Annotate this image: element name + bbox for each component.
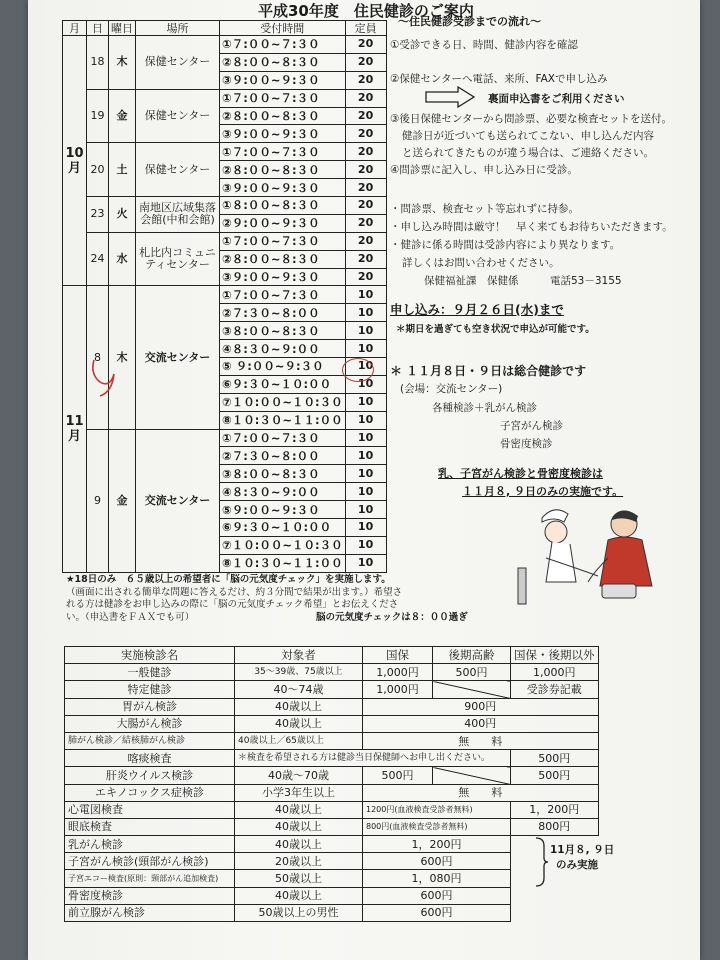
table-row [65, 715, 599, 732]
general-item-2: 子宮がん検診 [500, 420, 563, 432]
schedule-capacity: 20 [345, 71, 386, 89]
fee-name: 骨密度検診 [65, 887, 235, 904]
fee-target: 50歳以上 [235, 870, 363, 887]
schedule-time: ⑤ ９:００~９:３０ [220, 358, 346, 376]
fee-target: 40歳以上 [235, 887, 363, 904]
schedule-time: ①７:００~７:３０ [220, 143, 346, 161]
schedule-place: 札比内コミュニティセンター [136, 232, 220, 286]
fee-value: 600円 [363, 887, 511, 904]
fee-kokuho: 500円 [363, 767, 433, 784]
schedule-day: 9 [87, 429, 109, 572]
table-row [63, 232, 387, 250]
deadline: 申し込み：９月２６日(水)まで [390, 302, 564, 317]
table-row [65, 732, 599, 749]
table-row [65, 664, 599, 681]
schedule-time: ⑤９:００~９:３０ [220, 501, 346, 519]
fee-target: 40歳以上 [235, 715, 363, 732]
fee-target: 40～74歳 [235, 681, 363, 698]
schedule-capacity: 10 [345, 375, 386, 393]
fee-note: 800円(血液検査受診者無料) [363, 818, 511, 835]
note-line-2: （画面に出される簡単な問題に答えるだけ、約３分間で結果が出ます。）希望さ [66, 586, 403, 598]
schedule-time: ③９:００~９:３０ [220, 268, 346, 286]
schedule-time: ②９:００~９:３０ [220, 214, 346, 232]
note-line-1: ★18日のみ ６５歳以上の希望者に「脳の元気度チェック」を実施します。 [66, 574, 391, 585]
month-october: 10月 [63, 36, 87, 286]
highlight-circle [342, 358, 374, 382]
schedule-capacity: 20 [345, 197, 386, 215]
schedule-day: 23 [87, 197, 109, 233]
table-row [63, 286, 387, 304]
schedule-day: 20 [87, 143, 109, 197]
schedule-time: ①７:００~７:３０ [220, 36, 346, 54]
flow-step-4: ④問診票に記入し、申し込み日に受診。 [390, 164, 578, 176]
schedule-capacity: 10 [345, 322, 386, 340]
schedule-capacity: 10 [345, 483, 386, 501]
schedule-place: 交流センター [136, 286, 220, 429]
schedule-time: ⑦１０:００~１０:３０ [220, 536, 346, 554]
schedule-weekday: 金 [109, 89, 136, 143]
table-row [65, 784, 599, 801]
general-venue: (会場：交流センター) [400, 383, 503, 395]
table-row [63, 143, 387, 161]
contact-phone: 電話53－3155 [550, 275, 622, 287]
table-row [65, 698, 599, 715]
schedule-capacity: 10 [345, 501, 386, 519]
fee-name: 前立腺がん検診 [65, 904, 235, 921]
schedule-weekday: 木 [109, 286, 136, 429]
fee-value: 1，200円 [511, 801, 599, 818]
schedule-day: 19 [87, 89, 109, 143]
schedule-capacity: 20 [345, 214, 386, 232]
fee-kokuho: 1,000円 [363, 681, 433, 698]
table-row [65, 870, 599, 887]
fee-name: 大腸がん検診 [65, 715, 235, 732]
table-row [63, 429, 387, 447]
fee-name: 肝炎ウイルス検診 [65, 767, 235, 784]
schedule-time: ①８:００~８:３０ [220, 197, 346, 215]
general-note-1: 乳、子宮がん検診と骨密度検診は [438, 467, 603, 480]
flow-note-2: ・申し込み時間は厳守！ 早く来てもお待ちいただきます。 [390, 221, 673, 233]
flow-step-3c: と送られてきたものが違う場合は、ご連絡ください。 [402, 147, 654, 159]
fee-koki-none [433, 767, 511, 784]
schedule-capacity: 20 [345, 107, 386, 125]
schedule-time: ②８:００~８:３０ [220, 161, 346, 179]
table-row [65, 750, 599, 767]
flow-step-2-note: 裏面申込書をご利用ください [488, 93, 625, 105]
schedule-time: ④８:３０~９:００ [220, 340, 346, 358]
schedule-capacity: 10 [345, 554, 386, 572]
schedule-weekday: 金 [109, 429, 136, 572]
handwritten-check-mark [88, 354, 118, 398]
table-row [65, 767, 599, 784]
document-page [28, 0, 700, 960]
fee-target: 40歳以上 [235, 801, 363, 818]
schedule-time: ⑥９:３０~１０:００ [220, 375, 346, 393]
schedule-capacity: 20 [345, 161, 386, 179]
table-row [65, 681, 599, 698]
table-row [63, 197, 387, 215]
fee-value: 無 料 [363, 784, 599, 801]
fee-target: 40歳以上 [235, 818, 363, 835]
schedule-time: ②８:００~８:３０ [220, 250, 346, 268]
header-day: 日 [87, 21, 109, 36]
header-capacity: 定員 [345, 21, 386, 36]
fee-header-target: 対象者 [235, 647, 363, 664]
schedule-capacity: 20 [345, 36, 386, 54]
fee-header-koki: 後期高齢 [433, 647, 511, 664]
flow-step-1: ①受診できる日、時間、健診内容を確認 [390, 39, 578, 51]
brain-check-notes [66, 574, 468, 625]
fee-header-kokuho: 国保 [363, 647, 433, 664]
table-row [65, 818, 599, 835]
schedule-time: ③９:００~９:３０ [220, 125, 346, 143]
schedule-day: 18 [87, 36, 109, 90]
fee-value: 1，080円 [363, 870, 511, 887]
schedule-table [62, 20, 387, 573]
fee-name: 子宮エコー検査(原則：頸部がん追加検査) [65, 870, 235, 887]
schedule-weekday: 火 [109, 197, 136, 233]
table-row [65, 836, 599, 853]
general-note-2: １１月８, ９日のみの実施です。 [462, 485, 624, 498]
fee-name: 乳がん検診 [65, 836, 235, 853]
schedule-capacity: 20 [345, 53, 386, 71]
general-checkup-heading: ＊ １１月８日・９日は総合健診です [390, 364, 587, 378]
fee-value: 800円 [511, 818, 599, 835]
nurse-patient-illustration [512, 498, 680, 610]
table-row [65, 887, 599, 904]
fee-header-name: 実施検診名 [65, 647, 235, 664]
schedule-capacity: 10 [345, 411, 386, 429]
schedule-time: ⑥９:３０~１０:００ [220, 519, 346, 537]
schedule-capacity: 10 [345, 393, 386, 411]
general-item-1: 各種検診＋乳がん検診 [432, 402, 537, 414]
schedule-place: 南地区広域集落会館(中和会館) [136, 197, 220, 233]
fee-note: 1200円(血液検査受診者無料) [363, 801, 511, 818]
schedule-time: ⑧１０:３０~１１:００ [220, 554, 346, 572]
schedule-capacity: 20 [345, 143, 386, 161]
fee-target: 40歳以上 [235, 698, 363, 715]
arrow-right-icon [424, 86, 476, 108]
deadline-note: ＊期日を過ぎても空き状況で申込が可能です。 [396, 324, 595, 335]
side-note-1: 11月８, ９日 [550, 844, 615, 856]
fee-value: 無 料 [363, 732, 599, 749]
schedule-place: 保健センター [136, 36, 220, 90]
fee-value: 1，200円 [363, 836, 511, 853]
month-november: 11月 [63, 286, 87, 572]
schedule-time: ②８:００~８:３０ [220, 107, 346, 125]
schedule-place: 保健センター [136, 89, 220, 143]
note-line-4: い。（申込書をＦＡＸでも可） [66, 611, 195, 623]
side-note-2: のみ実施 [556, 859, 598, 871]
schedule-header-row [63, 21, 387, 36]
fee-header-other: 国保・後期以外 [511, 647, 599, 664]
schedule-capacity: 20 [345, 125, 386, 143]
schedule-time: ②７:３０~８:００ [220, 447, 346, 465]
fee-other: 500円 [511, 767, 599, 784]
flow-step-2: ②保健センターへ電話、来所、FAXで申し込み [390, 73, 608, 85]
fee-name: 一般健診 [65, 664, 235, 681]
fee-target: 40歳以上 [235, 836, 363, 853]
fee-koki: 500円 [433, 664, 511, 681]
schedule-time: ③８:００~８:３０ [220, 322, 346, 340]
table-row [63, 36, 387, 54]
fee-header-row [65, 647, 599, 664]
schedule-place: 交流センター [136, 429, 220, 572]
schedule-weekday: 木 [109, 36, 136, 90]
schedule-capacity: 20 [345, 89, 386, 107]
schedule-day: 24 [87, 232, 109, 286]
fee-other: 1,000円 [511, 664, 599, 681]
schedule-place: 保健センター [136, 143, 220, 197]
flow-heading: ～住民健診受診までの流れ～ [398, 15, 541, 28]
schedule-time: ①７:００~７:３０ [220, 232, 346, 250]
schedule-capacity: 20 [345, 179, 386, 197]
flow-step-3a: ③後日保健センターから問診票、必要な検査セットを送付。 [390, 113, 672, 125]
schedule-time: ①７:００~７:３０ [220, 89, 346, 107]
note-line-3: れる方は健診をお申し込みの際に「脳の元気度チェック希望」とお伝えくださ [66, 599, 399, 610]
header-time: 受付時間 [220, 21, 346, 36]
schedule-capacity: 10 [345, 519, 386, 537]
table-row [65, 801, 599, 818]
fee-table [64, 646, 599, 922]
fee-name: 胃がん検診 [65, 698, 235, 715]
fee-name: 喀痰検査 [65, 750, 235, 767]
fee-target: 40歳以上／65歳以上 [235, 732, 363, 749]
header-month: 月 [63, 21, 87, 36]
fee-name: 眼底検査 [65, 818, 235, 835]
header-weekday: 曜日 [109, 21, 136, 36]
fee-target: 小学3年生以上 [235, 784, 363, 801]
fee-kokuho: 1,000円 [363, 664, 433, 681]
general-item-3: 骨密度検診 [500, 438, 553, 450]
fee-value: 400円 [363, 715, 599, 732]
schedule-time: ⑦１０:００~１０:３０ [220, 393, 346, 411]
table-row [65, 853, 599, 870]
schedule-time: ③８:００~８:３０ [220, 465, 346, 483]
schedule-day: 8 [87, 286, 109, 429]
fee-value: 600円 [363, 853, 511, 870]
fee-value: 500円 [511, 750, 599, 767]
header-place: 場所 [136, 21, 220, 36]
schedule-capacity: 10 [345, 286, 386, 304]
schedule-capacity: 10 [345, 358, 386, 376]
fee-name: エキノコックス症検診 [65, 784, 235, 801]
flow-note-3: ・健診に係る時間は受診内容により異なります。 [390, 239, 621, 251]
contact-section: 保健福祉課 保健係 [424, 275, 519, 287]
schedule-capacity: 20 [345, 232, 386, 250]
schedule-capacity: 10 [345, 536, 386, 554]
schedule-capacity: 10 [345, 340, 386, 358]
fee-target: ＊検査を希望される方は健診当日保健師へお申し出ください。 [235, 750, 511, 767]
schedule-time: ④８:３０~９:００ [220, 483, 346, 501]
bracket-icon [534, 836, 548, 888]
schedule-capacity: 20 [345, 268, 386, 286]
schedule-capacity: 10 [345, 465, 386, 483]
fee-value: 900円 [363, 698, 599, 715]
page-title: 平成30年度 住民健診のご案内 [258, 2, 474, 20]
note-line-5: 脳の元気度チェックは８：００過ぎ [316, 612, 468, 623]
fee-name: 子宮がん検診(頸部がん検診) [65, 853, 235, 870]
flow-note-4: 詳しくはお問い合わせください。 [402, 257, 560, 269]
schedule-capacity: 10 [345, 304, 386, 322]
fee-name: 心電図検査 [65, 801, 235, 818]
schedule-capacity: 10 [345, 447, 386, 465]
schedule-time: ①７:００~７:３０ [220, 286, 346, 304]
fee-target: 40歳～70歳 [235, 767, 363, 784]
schedule-weekday: 土 [109, 143, 136, 197]
schedule-time: ③９:００~９:３０ [220, 71, 346, 89]
schedule-capacity: 20 [345, 250, 386, 268]
schedule-time: ⑧１０:３０~１１:００ [220, 411, 346, 429]
fee-value: 600円 [363, 904, 511, 921]
schedule-time: ②８:００~８:３０ [220, 53, 346, 71]
table-row [63, 89, 387, 107]
flow-step-3b: 健診日が近づいても送られてこない、申し込んだ内容 [402, 130, 654, 142]
fee-name: 肺がん検診／結核肺がん検診 [65, 732, 235, 749]
fee-koki-none [433, 681, 511, 698]
flow-note-1: ・問診票、検査セット等忘れずに持参。 [390, 203, 579, 215]
fee-name: 特定健診 [65, 681, 235, 698]
schedule-time: ②７:３０~８:００ [220, 304, 346, 322]
fee-other: 受診券記載 [511, 681, 599, 698]
schedule-capacity: 10 [345, 429, 386, 447]
schedule-time: ①７:００~７:３０ [220, 429, 346, 447]
schedule-weekday: 水 [109, 232, 136, 286]
fee-target: 50歳以上の男性 [235, 904, 363, 921]
table-row [65, 904, 599, 921]
fee-target: 35～39歳、75歳以上 [235, 664, 363, 681]
schedule-time: ③９:００~９:３０ [220, 179, 346, 197]
fee-target: 20歳以上 [235, 853, 363, 870]
